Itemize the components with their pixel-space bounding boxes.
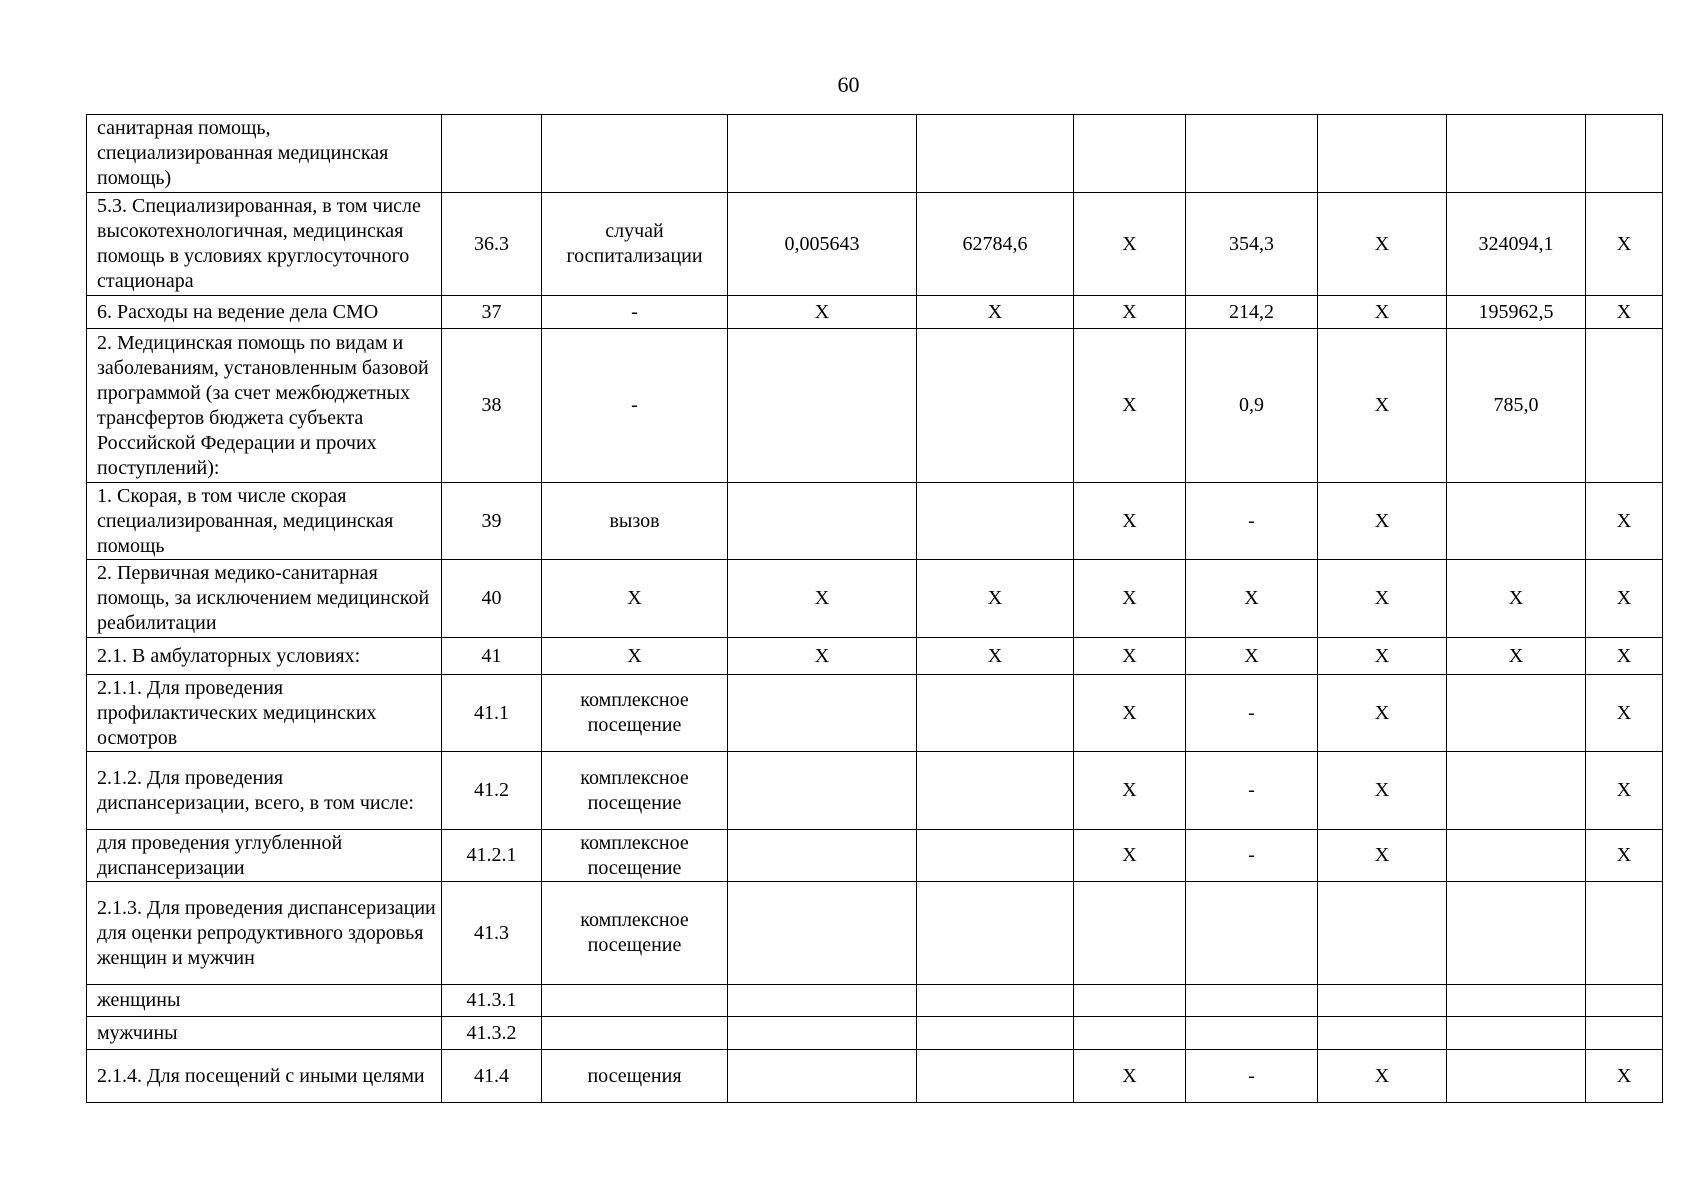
row-unit bbox=[542, 985, 728, 1017]
cell-col-4 bbox=[728, 1017, 917, 1050]
cell-col-5 bbox=[917, 329, 1074, 483]
cell-col-10: X bbox=[1586, 638, 1663, 675]
row-unit: комплексное посещение bbox=[542, 882, 728, 985]
row-name: 2.1.4. Для посещений с иными целями bbox=[87, 1050, 442, 1103]
cell-col-9 bbox=[1447, 483, 1586, 560]
row-code: 37 bbox=[442, 296, 542, 329]
cell-col-7: X bbox=[1186, 560, 1318, 638]
cell-col-4 bbox=[728, 985, 917, 1017]
row-code: 36.3 bbox=[442, 193, 542, 296]
cell-col-4 bbox=[728, 1050, 917, 1103]
cell-col-9 bbox=[1447, 1017, 1586, 1050]
cell-col-8: X bbox=[1318, 675, 1447, 752]
row-name: мужчины bbox=[87, 1017, 442, 1050]
row-code bbox=[442, 115, 542, 193]
cell-col-4 bbox=[728, 752, 917, 830]
cell-col-5 bbox=[917, 752, 1074, 830]
cell-col-5: X bbox=[917, 296, 1074, 329]
cell-col-10: X bbox=[1586, 675, 1663, 752]
cell-col-9: 324094,1 bbox=[1447, 193, 1586, 296]
cell-col-6: X bbox=[1074, 1050, 1186, 1103]
cell-col-8: X bbox=[1318, 1050, 1447, 1103]
cell-col-7 bbox=[1186, 882, 1318, 985]
cell-col-10: X bbox=[1586, 483, 1663, 560]
cell-col-6: X bbox=[1074, 675, 1186, 752]
row-name: 2. Медицинская помощь по видам и заболеваниям, установленным базовой программой (за счет межбюджетных трансфертов бюджета субъекта Российской Федерации и прочих поступлений): bbox=[87, 329, 442, 483]
cell-col-9: X bbox=[1447, 560, 1586, 638]
cell-col-10: X bbox=[1586, 193, 1663, 296]
cell-col-10: X bbox=[1586, 560, 1663, 638]
row-code: 41.2 bbox=[442, 752, 542, 830]
cell-col-5: X bbox=[917, 638, 1074, 675]
table-row bbox=[87, 985, 1663, 1017]
row-unit: комплексное посещение bbox=[542, 830, 728, 882]
row-unit: - bbox=[542, 296, 728, 329]
table-row bbox=[87, 115, 1663, 193]
cell-col-9: 785,0 bbox=[1447, 329, 1586, 483]
cell-col-6: X bbox=[1074, 560, 1186, 638]
row-unit: комплексное посещение bbox=[542, 752, 728, 830]
cell-col-9: 195962,5 bbox=[1447, 296, 1586, 329]
table-row bbox=[87, 638, 1663, 675]
cell-col-4 bbox=[728, 830, 917, 882]
row-unit: посещения bbox=[542, 1050, 728, 1103]
row-unit: X bbox=[542, 560, 728, 638]
cell-col-6: X bbox=[1074, 193, 1186, 296]
cell-col-9 bbox=[1447, 752, 1586, 830]
row-code: 41 bbox=[442, 638, 542, 675]
cell-col-8: X bbox=[1318, 830, 1447, 882]
cell-col-8 bbox=[1318, 882, 1447, 985]
cell-col-7: - bbox=[1186, 830, 1318, 882]
cell-col-10: X bbox=[1586, 296, 1663, 329]
row-unit bbox=[542, 1017, 728, 1050]
row-name: 2.1.3. Для проведения диспансеризации для оценки репродуктивного здоровья женщин и мужчин bbox=[87, 882, 442, 985]
cell-col-7: - bbox=[1186, 675, 1318, 752]
table-row bbox=[87, 193, 1663, 296]
row-name: 6. Расходы на ведение дела СМО bbox=[87, 296, 442, 329]
cell-col-5: X bbox=[917, 560, 1074, 638]
cell-col-6 bbox=[1074, 985, 1186, 1017]
cell-col-6 bbox=[1074, 115, 1186, 193]
cell-col-7 bbox=[1186, 985, 1318, 1017]
cell-col-6: X bbox=[1074, 752, 1186, 830]
cell-col-6 bbox=[1074, 882, 1186, 985]
table-row bbox=[87, 830, 1663, 882]
cell-col-10 bbox=[1586, 115, 1663, 193]
cell-col-5 bbox=[917, 1017, 1074, 1050]
row-code: 41.2.1 bbox=[442, 830, 542, 882]
cell-col-8: X bbox=[1318, 560, 1447, 638]
row-unit bbox=[542, 115, 728, 193]
cell-col-8 bbox=[1318, 115, 1447, 193]
row-name: 5.3. Специализированная, в том числе высокотехнологичная, медицинская помощь в условиях круглосуточного стационара bbox=[87, 193, 442, 296]
cell-col-7: - bbox=[1186, 1050, 1318, 1103]
page-number: 60 bbox=[837, 72, 860, 97]
cell-col-10: X bbox=[1586, 752, 1663, 830]
cell-col-4 bbox=[728, 329, 917, 483]
row-name: санитарная помощь, специализированная медицинская помощь) bbox=[87, 115, 442, 193]
table-row bbox=[87, 483, 1663, 560]
cell-col-7 bbox=[1186, 1017, 1318, 1050]
cell-col-4: X bbox=[728, 638, 917, 675]
row-unit: X bbox=[542, 638, 728, 675]
row-name: для проведения углубленной диспансеризации bbox=[87, 830, 442, 882]
cell-col-10 bbox=[1586, 985, 1663, 1017]
cell-col-7: X bbox=[1186, 638, 1318, 675]
row-code: 41.4 bbox=[442, 1050, 542, 1103]
cell-col-8: X bbox=[1318, 296, 1447, 329]
table-row bbox=[87, 752, 1663, 830]
cell-col-10 bbox=[1586, 1017, 1663, 1050]
row-name: 1. Скорая, в том числе скорая специализированная, медицинская помощь bbox=[87, 483, 442, 560]
cell-col-9 bbox=[1447, 675, 1586, 752]
cell-col-9 bbox=[1447, 1050, 1586, 1103]
row-code: 41.3.1 bbox=[442, 985, 542, 1017]
cell-col-6 bbox=[1074, 1017, 1186, 1050]
cell-col-4: 0,005643 bbox=[728, 193, 917, 296]
row-name: 2. Первичная медико-санитарная помощь, за исключением медицинской реабилитации bbox=[87, 560, 442, 638]
cell-col-8: X bbox=[1318, 329, 1447, 483]
row-code: 41.1 bbox=[442, 675, 542, 752]
cell-col-4 bbox=[728, 115, 917, 193]
table-row bbox=[87, 560, 1663, 638]
cell-col-8: X bbox=[1318, 638, 1447, 675]
row-name: 2.1.2. Для проведения диспансеризации, всего, в том числе: bbox=[87, 752, 442, 830]
cell-col-7: - bbox=[1186, 483, 1318, 560]
row-unit: комплексное посещение bbox=[542, 675, 728, 752]
cell-col-7 bbox=[1186, 115, 1318, 193]
cell-col-5 bbox=[917, 675, 1074, 752]
cell-col-9 bbox=[1447, 115, 1586, 193]
cell-col-5 bbox=[917, 483, 1074, 560]
row-unit: случай госпитализации bbox=[542, 193, 728, 296]
cell-col-4 bbox=[728, 675, 917, 752]
cell-col-5 bbox=[917, 115, 1074, 193]
cell-col-9 bbox=[1447, 882, 1586, 985]
cell-col-7: 354,3 bbox=[1186, 193, 1318, 296]
cell-col-8 bbox=[1318, 985, 1447, 1017]
cell-col-6: X bbox=[1074, 483, 1186, 560]
cell-col-5 bbox=[917, 882, 1074, 985]
cell-col-10 bbox=[1586, 329, 1663, 483]
financing-table bbox=[86, 114, 1663, 1103]
cell-col-5 bbox=[917, 1050, 1074, 1103]
cell-col-7: - bbox=[1186, 752, 1318, 830]
cell-col-9 bbox=[1447, 985, 1586, 1017]
cell-col-6: X bbox=[1074, 296, 1186, 329]
row-unit: вызов bbox=[542, 483, 728, 560]
row-unit: - bbox=[542, 329, 728, 483]
cell-col-10: X bbox=[1586, 830, 1663, 882]
row-name: 2.1. В амбулаторных условиях: bbox=[87, 638, 442, 675]
cell-col-8 bbox=[1318, 1017, 1447, 1050]
cell-col-6: X bbox=[1074, 830, 1186, 882]
cell-col-4 bbox=[728, 483, 917, 560]
table-row bbox=[87, 1050, 1663, 1103]
row-code: 41.3.2 bbox=[442, 1017, 542, 1050]
cell-col-4 bbox=[728, 882, 917, 985]
row-code: 40 bbox=[442, 560, 542, 638]
cell-col-7: 0,9 bbox=[1186, 329, 1318, 483]
table-row bbox=[87, 296, 1663, 329]
cell-col-5 bbox=[917, 830, 1074, 882]
table-row bbox=[87, 329, 1663, 483]
row-code: 38 bbox=[442, 329, 542, 483]
cell-col-5: 62784,6 bbox=[917, 193, 1074, 296]
row-name: женщины bbox=[87, 985, 442, 1017]
cell-col-6: X bbox=[1074, 329, 1186, 483]
table-row bbox=[87, 675, 1663, 752]
row-name: 2.1.1. Для проведения профилактических медицинских осмотров bbox=[87, 675, 442, 752]
cell-col-10 bbox=[1586, 882, 1663, 985]
table-row bbox=[87, 1017, 1663, 1050]
row-code: 39 bbox=[442, 483, 542, 560]
cell-col-9: X bbox=[1447, 638, 1586, 675]
cell-col-6: X bbox=[1074, 638, 1186, 675]
cell-col-10: X bbox=[1586, 1050, 1663, 1103]
table-row bbox=[87, 882, 1663, 985]
cell-col-8: X bbox=[1318, 483, 1447, 560]
cell-col-8: X bbox=[1318, 193, 1447, 296]
cell-col-9 bbox=[1447, 830, 1586, 882]
cell-col-8: X bbox=[1318, 752, 1447, 830]
cell-col-7: 214,2 bbox=[1186, 296, 1318, 329]
cell-col-4: X bbox=[728, 296, 917, 329]
cell-col-4: X bbox=[728, 560, 917, 638]
cell-col-5 bbox=[917, 985, 1074, 1017]
row-code: 41.3 bbox=[442, 882, 542, 985]
